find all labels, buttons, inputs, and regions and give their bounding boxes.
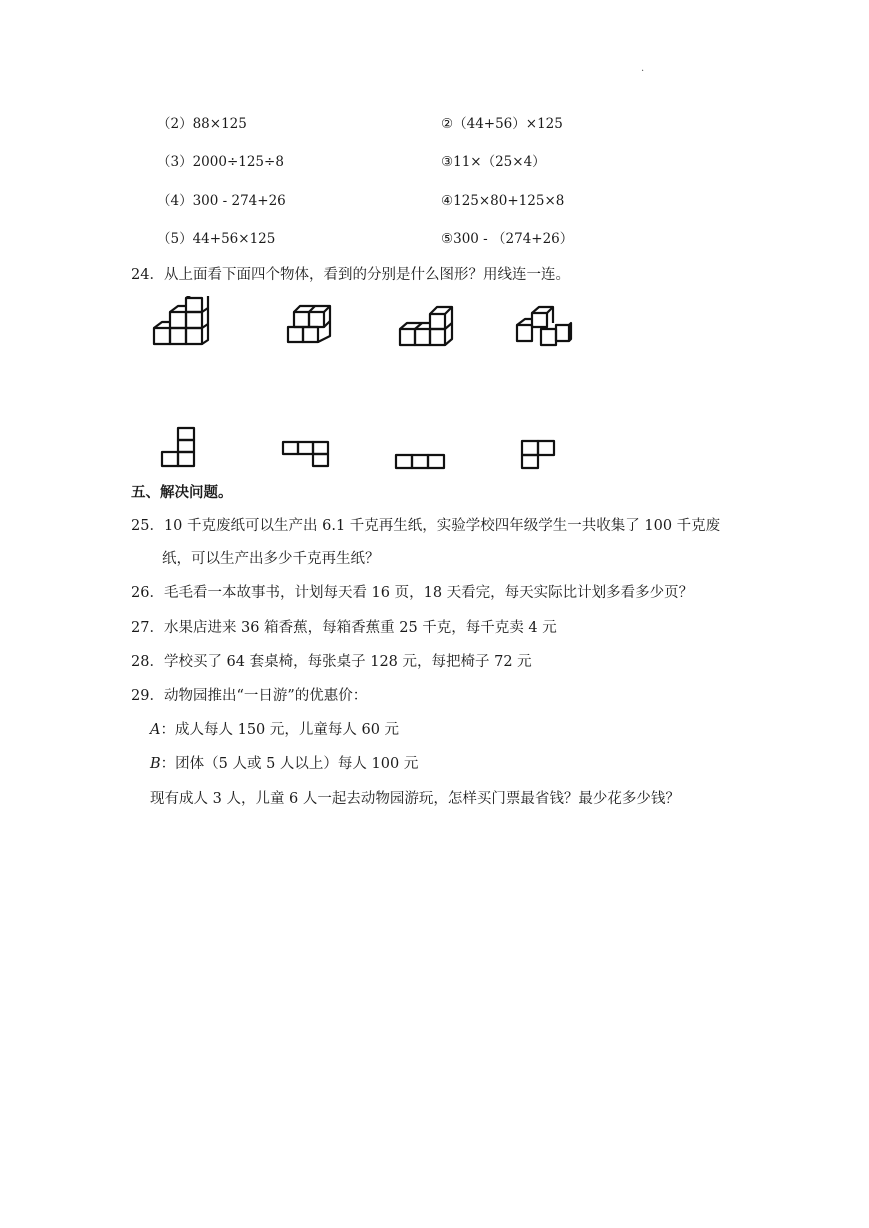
- option-a-letter: A: [150, 722, 161, 738]
- option-b-letter: B: [150, 756, 161, 772]
- question-29-prompt: 现有成人 3 人，儿童 6 人一起去动物园游玩，怎样买门票最省钱？最少花多少钱？: [150, 791, 680, 807]
- question-28: 28．学校买了 64 套桌椅，每张桌子 128 元，每把椅子 72 元: [131, 654, 532, 670]
- expression-right: ③11×（25×4）: [441, 154, 546, 170]
- top-view-shape-4: [518, 436, 558, 472]
- cube-object-4: [513, 303, 575, 349]
- top-view-shape-3: [393, 450, 447, 472]
- question-27: 27．水果店进来 36 箱香蕉，每箱香蕉重 25 千克，每千克卖 4 元: [131, 620, 557, 636]
- expression-right: ②（44+56）×125: [441, 116, 563, 132]
- cube-object-1: [150, 296, 214, 348]
- expression-left: （2）88×125: [157, 116, 247, 132]
- question-24: 24．从上面看下面四个物体，看到的分别是什么图形？用线连一连。: [131, 267, 570, 283]
- cube-object-3: [397, 301, 457, 349]
- section-title: 五、解决问题。: [131, 485, 233, 501]
- option-b-text: ：团体（5 人或 5 人以上）每人 100 元: [160, 756, 419, 772]
- expression-row: [0, 151, 869, 173]
- question-25-line2: 纸，可以生产出多少千克再生纸？: [162, 551, 380, 567]
- top-view-shape-2: [280, 438, 334, 470]
- option-a: [150, 719, 399, 741]
- expression-left: （4）300 - 274+26: [157, 193, 286, 209]
- expression-left: （3）2000÷125÷8: [157, 154, 284, 170]
- expression-row: [0, 190, 869, 212]
- option-a-text: ：成人每人 150 元，儿童每人 60 元: [160, 722, 400, 738]
- question-29: 29．动物园推出“一日游”的优惠价：: [131, 688, 368, 704]
- expression-left: （5）44+56×125: [157, 231, 276, 247]
- header-mark: .: [641, 63, 645, 74]
- expression-row: [0, 113, 869, 135]
- expression-right: ⑤300 - （274+26）: [441, 231, 574, 247]
- cube-object-2: [284, 303, 334, 347]
- top-view-shape-1: [158, 424, 200, 470]
- question-26: 26．毛毛看一本故事书，计划每天看 16 页，18 天看完，每天实际比计划多看多少页？: [131, 585, 694, 601]
- expression-right: ④125×80+125×8: [441, 193, 565, 209]
- option-b: [150, 753, 418, 775]
- expression-row: [0, 228, 869, 250]
- question-25-line1: 25．10 千克废纸可以生产出 6.1 千克再生纸，实验学校四年级学生一共收集了 100 千克废: [131, 518, 721, 534]
